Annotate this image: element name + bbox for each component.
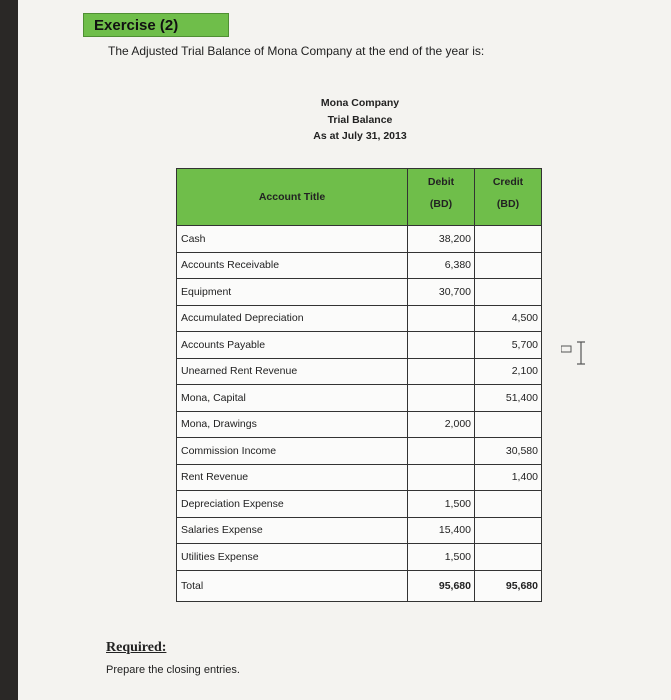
credit-amount: [475, 411, 542, 438]
account-name: Mona, Drawings: [177, 411, 408, 438]
company-name: Mona Company: [320, 97, 400, 109]
credit-amount: [475, 226, 542, 253]
total-credit: 95,680: [475, 570, 542, 601]
debit-amount: [408, 358, 475, 385]
account-name: Accounts Receivable: [177, 252, 408, 279]
table-row: [177, 305, 542, 332]
credit-amount: [475, 279, 542, 306]
debit-header: [408, 169, 475, 226]
account-title-header: Account Title: [177, 169, 408, 226]
total-row: [177, 570, 542, 601]
credit-amount: [475, 544, 542, 571]
table-row: [177, 491, 542, 518]
account-name: Equipment: [177, 279, 408, 306]
credit-amount: 30,580: [475, 438, 542, 465]
debit-amount: 1,500: [408, 491, 475, 518]
debit-amount: 30,700: [408, 279, 475, 306]
credit-label: Credit: [492, 176, 524, 188]
table-row: [177, 544, 542, 571]
account-name: Depreciation Expense: [177, 491, 408, 518]
debit-amount: [408, 438, 475, 465]
debit-currency: (BD): [429, 198, 453, 210]
account-name: Mona, Capital: [177, 385, 408, 412]
table-row: [177, 358, 542, 385]
table-row: [177, 464, 542, 491]
debit-label: Debit: [427, 176, 455, 188]
account-name: Unearned Rent Revenue: [177, 358, 408, 385]
account-name: Utilities Expense: [177, 544, 408, 571]
debit-amount: [408, 305, 475, 332]
account-name: Accounts Payable: [177, 332, 408, 359]
table-row: [177, 332, 542, 359]
document-page: [18, 0, 671, 700]
account-name: Rent Revenue: [177, 464, 408, 491]
debit-amount: 15,400: [408, 517, 475, 544]
report-date: As at July 31, 2013: [313, 130, 407, 142]
exercise-label: Exercise (2): [83, 13, 229, 37]
debit-amount: [408, 332, 475, 359]
required-heading: Required:: [106, 640, 167, 655]
debit-amount: [408, 464, 475, 491]
credit-amount: 4,500: [475, 305, 542, 332]
table-row: [177, 438, 542, 465]
table-row: [177, 517, 542, 544]
trial-balance-table: [176, 168, 542, 602]
credit-amount: 51,400: [475, 385, 542, 412]
credit-amount: 5,700: [475, 332, 542, 359]
account-name: Accumulated Depreciation: [177, 305, 408, 332]
credit-amount: [475, 517, 542, 544]
report-name: Trial Balance: [327, 114, 393, 126]
table-row: [177, 411, 542, 438]
debit-amount: [408, 385, 475, 412]
debit-amount: 38,200: [408, 226, 475, 253]
credit-amount: [475, 252, 542, 279]
credit-amount: 1,400: [475, 464, 542, 491]
total-label: Total: [177, 570, 408, 601]
credit-header: [475, 169, 542, 226]
account-name: Commission Income: [177, 438, 408, 465]
table-row: [177, 279, 542, 306]
credit-amount: 2,100: [475, 358, 542, 385]
total-debit: 95,680: [408, 570, 475, 601]
table-row: [177, 385, 542, 412]
table-row: [177, 252, 542, 279]
account-name: Salaries Expense: [177, 517, 408, 544]
instruction-text: Prepare the closing entries.: [106, 664, 240, 676]
credit-amount: [475, 491, 542, 518]
text-cursor-icon: [561, 340, 591, 370]
table-row: [177, 226, 542, 253]
debit-amount: 1,500: [408, 544, 475, 571]
credit-currency: (BD): [496, 198, 520, 210]
table-header: [177, 169, 542, 226]
debit-amount: 6,380: [408, 252, 475, 279]
debit-amount: 2,000: [408, 411, 475, 438]
intro-text: The Adjusted Trial Balance of Mona Company at the end of the year is:: [108, 44, 485, 58]
account-name: Cash: [177, 226, 408, 253]
